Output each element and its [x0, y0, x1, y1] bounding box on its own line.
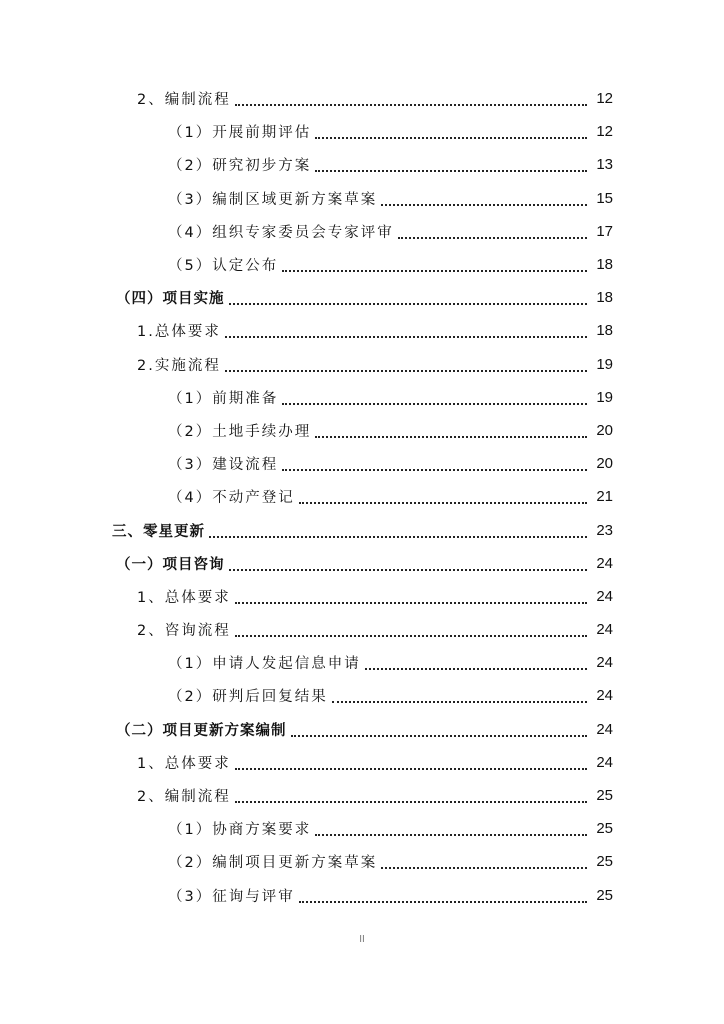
toc-entry[interactable]	[0, 148, 724, 181]
toc-entry-page: 18	[596, 256, 613, 274]
dot-leader	[225, 335, 587, 338]
toc-entry-title: 2、编制流程	[137, 789, 231, 806]
toc-entry-page: 24	[596, 621, 613, 639]
toc-entry-page: 24	[596, 587, 613, 605]
dot-leader	[381, 203, 587, 206]
toc-entry[interactable]	[0, 82, 724, 115]
toc-entry[interactable]	[0, 215, 724, 248]
toc-entry-title: （2）研究初步方案	[168, 158, 312, 175]
toc-entry[interactable]	[0, 879, 724, 912]
toc-entry-title: （1）前期准备	[168, 390, 279, 407]
toc-entry-page: 25	[596, 886, 613, 904]
toc-entry[interactable]	[0, 613, 724, 646]
toc-entry-page: 19	[596, 355, 613, 373]
toc-entry-title: 三、零星更新	[112, 523, 205, 540]
toc-entry-page: 25	[596, 853, 613, 871]
dot-leader	[315, 435, 587, 438]
toc-entry-title: （5）认定公布	[168, 258, 279, 275]
toc-entry-page: 18	[596, 322, 613, 340]
dot-leader	[315, 833, 587, 836]
toc-entry[interactable]	[0, 381, 724, 414]
dot-leader	[282, 269, 587, 272]
toc-entry-page: 24	[596, 654, 613, 672]
toc-entry-page: 13	[596, 156, 613, 174]
toc-entry-page: 25	[596, 787, 613, 805]
dot-leader	[229, 302, 588, 305]
page-number: II	[359, 934, 365, 945]
dot-leader	[299, 900, 587, 903]
dot-leader	[291, 734, 588, 737]
toc-entry-page: 12	[596, 123, 613, 141]
dot-leader	[235, 634, 587, 637]
toc-entry[interactable]	[0, 547, 724, 580]
toc-entry-page: 25	[596, 820, 613, 838]
toc-entry-title: （3）编制区域更新方案草案	[168, 191, 378, 208]
toc-entry[interactable]	[0, 713, 724, 746]
toc-entry-page: 18	[596, 289, 613, 307]
dot-leader	[225, 369, 587, 372]
toc-entry-page: 20	[596, 421, 613, 439]
toc-entry-page: 24	[596, 753, 613, 771]
toc-entry-title: （2）研判后回复结果	[168, 689, 328, 706]
toc-entry-title: （1）协商方案要求	[168, 822, 312, 839]
toc-entry-title: （4）不动产登记	[168, 490, 295, 507]
toc-entry[interactable]	[0, 580, 724, 613]
toc-entry[interactable]	[0, 845, 724, 878]
toc-entry-page: 24	[596, 554, 613, 572]
toc-entry[interactable]	[0, 480, 724, 513]
toc-entry-page: 19	[596, 388, 613, 406]
dot-leader	[235, 103, 587, 106]
toc-entry[interactable]	[0, 248, 724, 281]
toc-entry-title: 1.总体要求	[137, 324, 221, 341]
toc-entry-page: 23	[596, 521, 613, 539]
dot-leader	[235, 601, 587, 604]
toc-entry[interactable]	[0, 679, 724, 712]
toc-entry[interactable]	[0, 513, 724, 546]
toc-entry-title: （2）土地手续办理	[168, 423, 312, 440]
toc-entry-title: （四）项目实施	[116, 291, 225, 308]
dot-leader	[398, 236, 587, 239]
toc-entry-title: 2.实施流程	[137, 357, 221, 374]
dot-leader	[235, 767, 587, 770]
dot-leader	[365, 667, 587, 670]
dot-leader	[209, 535, 587, 538]
toc-entry[interactable]	[0, 646, 724, 679]
toc-entry[interactable]	[0, 812, 724, 845]
toc-entry[interactable]	[0, 414, 724, 447]
dot-leader	[282, 402, 587, 405]
toc-entry-title: （2）编制项目更新方案草案	[168, 855, 378, 872]
dot-leader	[315, 169, 587, 172]
table-of-contents	[0, 82, 724, 912]
toc-entry-page: 24	[596, 720, 613, 738]
toc-entry-title: （一）项目咨询	[116, 556, 225, 573]
toc-entry-title: （1）申请人发起信息申请	[168, 656, 361, 673]
toc-entry[interactable]	[0, 447, 724, 480]
dot-leader	[229, 568, 588, 571]
dot-leader	[235, 800, 587, 803]
toc-entry-page: 15	[596, 189, 613, 207]
toc-entry-page: 12	[596, 90, 613, 108]
toc-entry[interactable]	[0, 746, 724, 779]
dot-leader	[381, 866, 587, 869]
toc-entry-title: （1）开展前期评估	[168, 125, 312, 142]
toc-entry[interactable]	[0, 779, 724, 812]
toc-entry-title: （4）组织专家委员会专家评审	[168, 224, 394, 241]
toc-entry-page: 20	[596, 455, 613, 473]
toc-entry[interactable]	[0, 348, 724, 381]
toc-entry-title: （3）征询与评审	[168, 888, 295, 905]
dot-leader	[299, 501, 587, 504]
toc-entry-title: （3）建设流程	[168, 457, 279, 474]
toc-entry-title: 2、编制流程	[137, 92, 231, 109]
toc-entry-page: 21	[596, 488, 613, 506]
toc-entry-title: 1、总体要求	[137, 589, 231, 606]
toc-entry-title: 1、总体要求	[137, 755, 231, 772]
dot-leader	[332, 700, 587, 703]
toc-entry-page: 24	[596, 687, 613, 705]
toc-entry[interactable]	[0, 281, 724, 314]
toc-entry-title: （二）项目更新方案编制	[116, 722, 287, 739]
toc-entry-title: 2、咨询流程	[137, 623, 231, 640]
toc-entry-page: 17	[596, 222, 613, 240]
dot-leader	[282, 468, 587, 471]
dot-leader	[315, 136, 587, 139]
toc-entry[interactable]	[0, 115, 724, 148]
toc-entry[interactable]	[0, 314, 724, 347]
toc-entry[interactable]	[0, 182, 724, 215]
